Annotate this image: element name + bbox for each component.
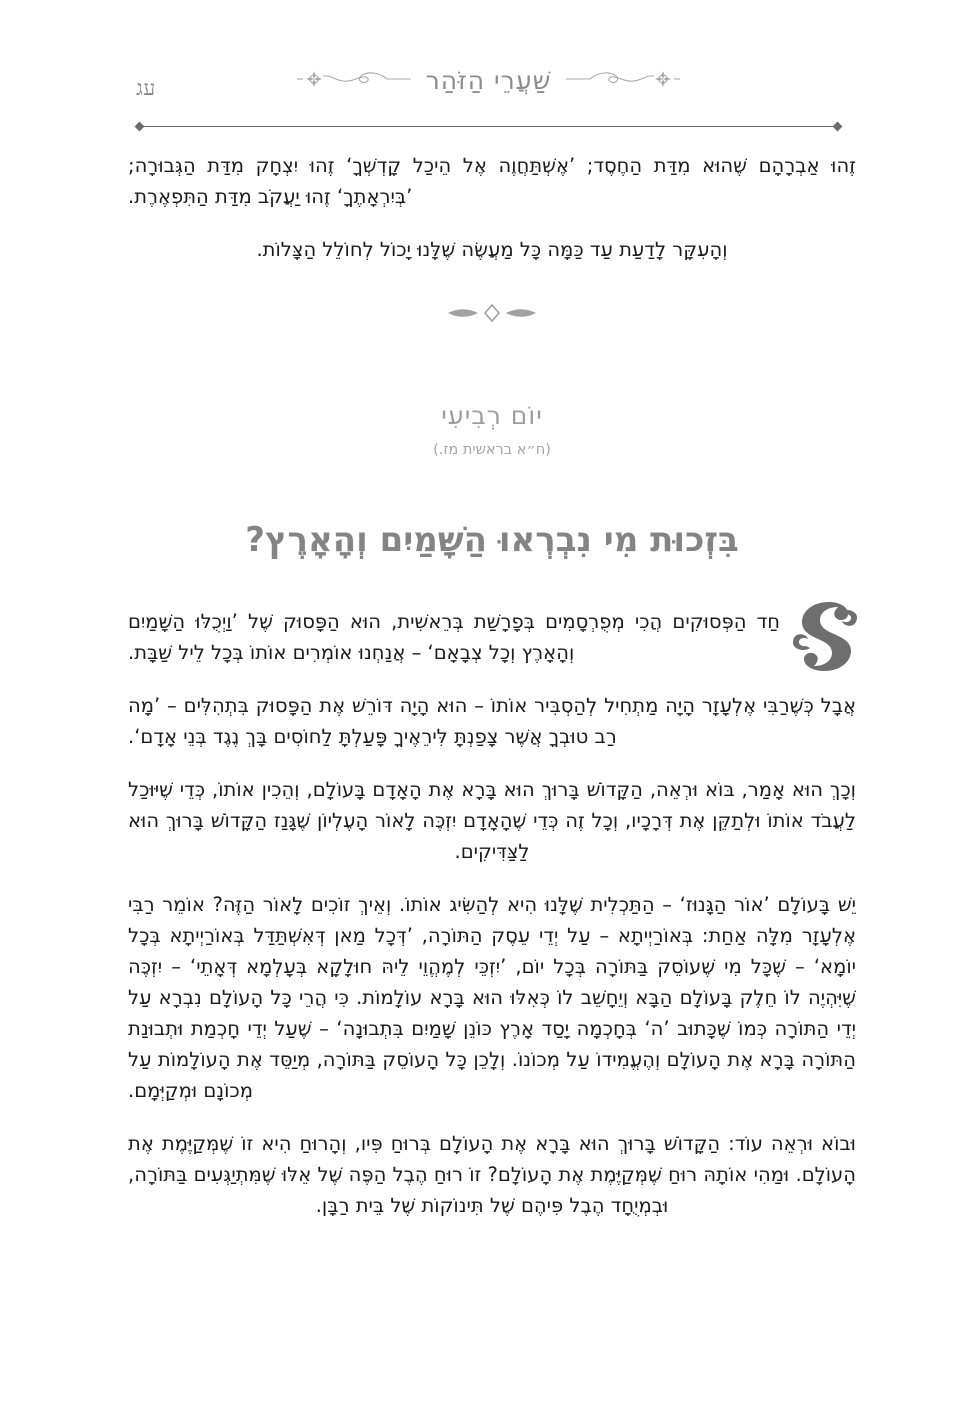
rule-endpoint-right-icon [833, 122, 843, 132]
running-head-center [0, 66, 977, 95]
day-heading-block [128, 401, 856, 458]
paragraph-continuation-2: וְהָעִקָּר לָדַעַת עַד כַּמָּה כָּל מַעֲשֶׂה שֶׁלָּנוּ יָכוֹל לְחוֹלֵל הַצָּלוֹת. [256, 238, 728, 261]
running-head-title: שַׁעֲרֵי הַזֹּהַר [425, 66, 552, 95]
folio-number: עג [136, 76, 156, 100]
body-paragraph-5: וּבוֹא וּרְאֵה עוֹד: הַקָּדוֹשׁ בָּרוּךְ הוּא בָּרָא אֶת הָעוֹלָם בְּרוּחַ פִּיו, וְהָרוּחַ הִיא זוֹ שֶׁמְּקַיֶּמֶת אֶת הָעוֹלָם. וּמַהִי אוֹתָהּ רוּחַ שֶׁמְּקַיֶּמֶת אֶת הָעוֹלָם? זוֹ רוּחַ הֶבֶל הַפֶּה שֶׁל אֵלּוּ שֶׁמִּתְיַגְּעִים בַּתּוֹרָה, וּבְמְיֻחָד הֶבֶל פִּיהֶם שֶׁל תִּינוֹקוֹת שֶׁל בֵּית רַבָּן. [128, 1132, 856, 1217]
opening-block [128, 606, 856, 668]
header-divider-rule [136, 122, 841, 131]
rule-line [141, 126, 836, 127]
running-head [0, 66, 977, 110]
right-flourish-ornament-icon [564, 68, 682, 94]
body-paragraph-4: יֵשׁ בָּעוֹלָם ’אוֹר הַגָּנוּז‘ – הַתַּכְלִית שֶׁלָּנוּ הִיא לְהַשִּׂיג אוֹתוֹ. וְאֵיךְ זוֹכִים לָאוֹר הַזֶּה? אוֹמֵר רַבִּי אֶלְעָזָר מִלָּה אַחַת: בְּאוֹרַיְיתָא – עַל יְדֵי עֵסֶק הַתּוֹרָה, ’דְּכָל מַאן דְּאִשְׁתַּדַּל בְּאוֹרַיְיתָא בְּכָל יוֹמָא‘ – שֶׁכָּל מִי שֶׁעוֹסֵק בַּתּוֹרָה בְּכָל יוֹם, ’יִזְכֵּי לְמֶהֱוֵי לֵיהּ חוּלָקָא בְּעָלְמָא דְּאָתֵי‘ – יִזְכֶּה שֶׁיִּהְיֶה לוֹ חֵלֶק בָּעוֹלָם הַבָּא וְיֵחָשֵׁב לוֹ כְּאִלּוּ הוּא בָּרָא עוֹלָמוֹת. כִּי הֲרֵי כָּל הָעוֹלָם נִבְרָא עַל יְדֵי הַתּוֹרָה כְּמוֹ שֶׁכָּתוּב ’ה‘ בְּחָכְמָה יָסַד אָרֶץ כּוֹנֵן שָׁמַיִם בִּתְבוּנָה‘ – שֶׁעַל יְדֵי חָכְמַת וּתְבוּנַת הַתּוֹרָה בָּרָא אֶת הָעוֹלָם וְהֶעֱמִידוֹ עַל מְכוֹנוֹ. וְלָכֵן כָּל הָעוֹסֵק בַּתּוֹרָה, מְיַסֵּד אֶת הָעוֹלָמוֹת עַל מְכוֹנָם וּמְקַיְּמָם. [128, 893, 856, 1102]
decorative-initial-ornament-icon [788, 598, 860, 672]
body-paragraph-3: וְכָךְ הוּא אָמַר, בּוֹא וּרְאֵה, הַקָּדוֹשׁ בָּרוּךְ הוּא בָּרָא אֶת הָאָדָם בָּעוֹלָם, וְהֵכִין אוֹתוֹ, כְּדֵי שֶׁיּוּכַל לַעֲבֹד אוֹתוֹ וּלְתַקֵּן אֶת דְּרָכָיו, וְכָל זֶה כְּדֵי שֶׁהָאָדָם יִזְכֶּה לָאוֹר הָעֶלְיוֹן שֶׁגָּנַז הַקָּדוֹשׁ בָּרוּךְ הוּא לַצַּדִּיקִים. [128, 778, 856, 863]
day-heading-title: יוֹם רְבִיעִי [441, 401, 543, 430]
section-title: בִּזְכוּת מִי נִבְרְאוּ הַשָּׁמַיִם וְהָאָרֶץ? [245, 520, 739, 560]
paragraph-continuation-1: זֶהוּ אַבְרָהָם שֶׁהוּא מִדַּת הַחֶסֶד; ’אֶשְׁתַּחֲוֶה אֶל הֵיכַל קָדְשְׁךָ‘ זֶהוּ יִצְחָק מִדַּת הַגְּבוּרָה; ’בְּיִרְאָתֶךָ‘ זֶהוּ יַעֲקֹב מִדַּת הַתִּפְאֶרֶת. [128, 154, 856, 208]
text-column [128, 150, 856, 1243]
body-paragraph-1: חַד הַפְּסוּקִים הֲכִי מְפֻרְסָמִים בְּפָרָשַׁת בְּרֵאשִׁית, הוּא הַפָּסוּק שֶׁל ’וַיְכֻלּוּ הַשָּׁמַיִם וְהָאָרֶץ וְכָל צְבָאָם‘ – אֲנַחְנוּ אוֹמְרִים אוֹתוֹ בְּכָל לֵיל שַׁבָּת. [128, 610, 780, 664]
left-flourish-ornament-icon [295, 68, 413, 94]
day-heading-source-reference: (ח״א בראשית מז.) [433, 442, 551, 458]
body-paragraph-2: אֲבָל כְּשֶׁרַבִּי אֶלְעָזָר הָיָה מַתְחִיל לְהַסְבִּיר אוֹתוֹ – הוּא הָיָה דּוֹרֵשׁ אֶת הַפָּסוּק בִּתְהִלִּים – ’מָה רַב טוּבְךָ אֲשֶׁר צָפַנְתָּ לִּירֵאֶיךָ פָּעַלְתָּ לַחוֹסִים בָּךְ נֶגֶד בְּנֵי אָדָם‘. [128, 694, 856, 748]
diamond-divider-ornament-icon [128, 303, 856, 323]
